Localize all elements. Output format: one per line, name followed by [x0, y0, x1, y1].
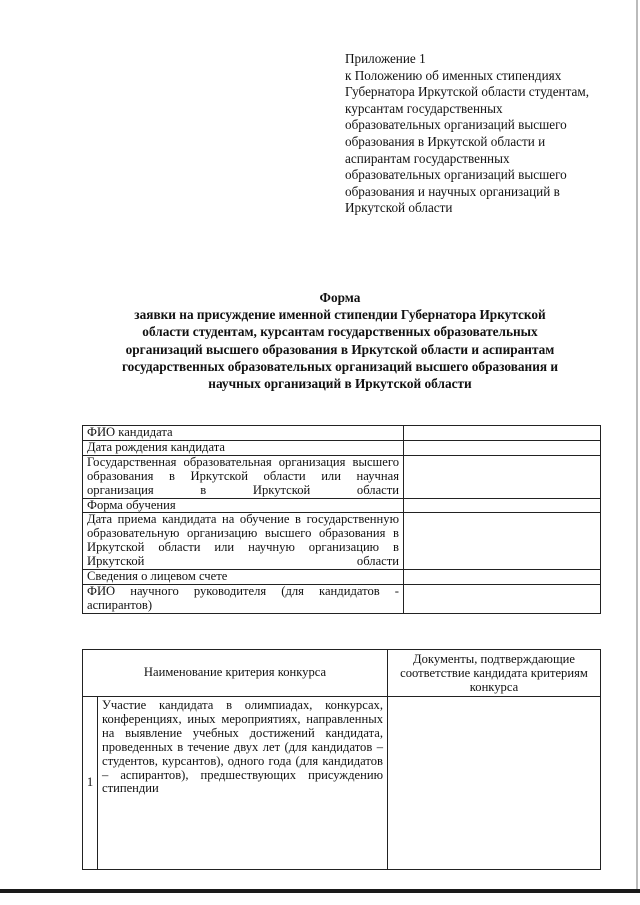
row-value-admission-date[interactable]: [404, 513, 601, 570]
row-value-name[interactable]: [404, 426, 601, 441]
row-label-study-form: Форма обучения: [83, 498, 404, 513]
criterion-text: Участие кандидата в олимпиадах, конкурсах, конференциях, иных мероприятиях, направленных на выявление учебных достижений кандидата, проведенных в течение двух лет (для кандидатов – студентов, курсантов), одного года (для кандидатов – аспирантов), предшествующих присуждению стипендии: [98, 697, 388, 870]
row-label-organization: Государственная образовательная организация высшего образования в Иркутской области или научная организация в Иркутской области: [83, 455, 404, 498]
form-subtitle: заявки на присуждение именной стипендии Губернатора Иркутской области студентам, курсантам государственных образовательных организаций высшего образования в Иркутской области и аспирантам государственных образовательных организаций высшего образования и научных организаций в Иркутской области: [121, 307, 559, 392]
criterion-documents[interactable]: [388, 697, 601, 870]
table-row: [83, 584, 601, 613]
row-value-study-form[interactable]: [404, 498, 601, 513]
table-row: [83, 570, 601, 585]
form-title: Форма: [319, 290, 361, 305]
form-heading: [60, 289, 620, 392]
table-row: [83, 455, 601, 498]
row-value-supervisor[interactable]: [404, 584, 601, 613]
row-label-supervisor: ФИО научного руководителя (для кандидатов - аспирантов): [83, 584, 404, 613]
row-value-account[interactable]: [404, 570, 601, 585]
header-criterion: Наименование критерия конкурса: [83, 650, 388, 697]
row-label-admission-date: Дата приема кандидата на обучение в государственную образовательную организацию высшего образования в Иркутской области или научную организацию в Иркутской области: [83, 513, 404, 570]
table-row: [83, 498, 601, 513]
table-row: [83, 440, 601, 455]
appendix-note: Приложение 1 к Положению об именных стипендиях Губернатора Иркутской области студентам, курсантам государственных образовательных организаций высшего образования в Иркутской области и аспирантам государственных образовательных организаций высшего образования и научных организаций в Иркутской области: [345, 51, 590, 216]
table-row: [83, 697, 601, 870]
table-header-row: [83, 650, 601, 697]
row-value-birthdate[interactable]: [404, 440, 601, 455]
page-bottom-edge: [0, 889, 640, 893]
criterion-number: 1: [83, 697, 98, 870]
candidate-info-table: [82, 425, 601, 614]
criteria-table: [82, 649, 601, 870]
row-label-birthdate: Дата рождения кандидата: [83, 440, 404, 455]
table-row: [83, 426, 601, 441]
table-row: [83, 513, 601, 570]
row-value-organization[interactable]: [404, 455, 601, 498]
page-right-edge: [636, 0, 638, 893]
row-label-account: Сведения о лицевом счете: [83, 570, 404, 585]
row-label-name: ФИО кандидата: [83, 426, 404, 441]
header-documents: Документы, подтверждающие соответствие кандидата критериям конкурса: [388, 650, 601, 697]
